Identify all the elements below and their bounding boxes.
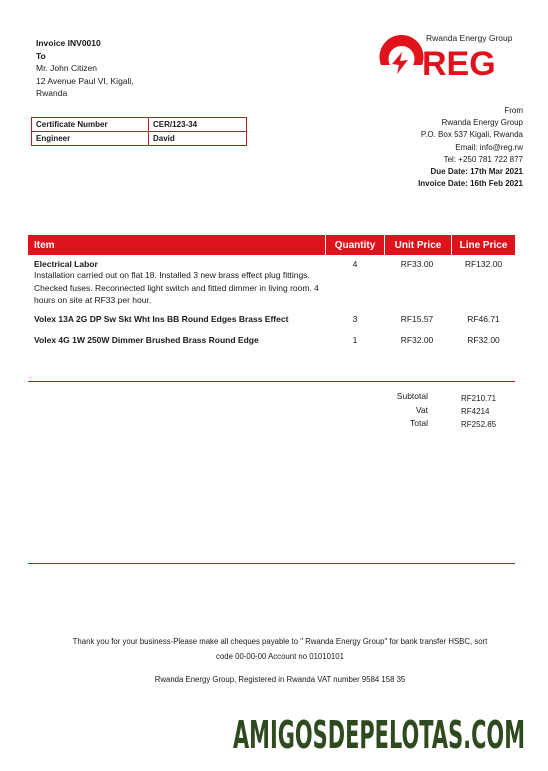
- watermark-text: AMIGOSDEPELOTAS.COM: [233, 713, 525, 754]
- subtotal-label: Subtotal: [396, 391, 428, 401]
- footer-registration: Rwanda Energy Group, Registered in Rwanda VAT number 9584 158 35: [154, 675, 406, 684]
- item-name: Volex 13A 2G DP Sw Skt Wht Ins BB Round Edges Brass Effect: [34, 314, 289, 324]
- invoice-date: Invoice Date: 16th Feb 2021: [418, 179, 523, 189]
- total-value: RF252.85: [461, 419, 497, 429]
- from-label: From: [504, 106, 523, 115]
- header-item: Item: [34, 239, 55, 251]
- divider-line: [28, 381, 515, 382]
- bill-to-block: [36, 37, 134, 100]
- header-line-price: Line Price: [451, 235, 515, 255]
- item-unit-price: RF33.00: [400, 259, 434, 269]
- logo-tagline: Rwanda Energy Group: [426, 33, 513, 43]
- item-line-price: RF32.00: [467, 335, 500, 345]
- footer-payment-note: Thank you for your business-Please make all cheques payable to " Rwanda Energy Group" for bank transfer HSBC, sort code 00-00-00 Account no 01010101: [72, 637, 488, 661]
- subtotal-value: RF210.71: [461, 394, 497, 403]
- vat-label: Vat: [415, 404, 428, 415]
- watermark: [232, 712, 526, 754]
- engineer-row: [32, 132, 247, 146]
- item-line-price: RF132.00: [464, 259, 503, 269]
- item-quantity: 3: [352, 314, 358, 324]
- from-company: Rwanda Energy Group: [441, 118, 523, 128]
- item-unit-price: RF15.57: [400, 314, 434, 324]
- engineer-label: Engineer: [32, 132, 149, 146]
- reg-logo: [378, 30, 513, 84]
- divider-line: [28, 563, 515, 564]
- from-email: Email: info@reg.rw: [455, 142, 523, 152]
- item-name: Volex 4G 1W 250W Dimmer Brushed Brass Round Edge: [34, 335, 259, 345]
- logo-wordmark: REG: [422, 45, 496, 83]
- item-quantity: 1: [352, 335, 358, 345]
- totals-values: [461, 393, 496, 431]
- to-address-line-1: 12 Avenue Paul VI, Kigali,: [36, 75, 134, 86]
- to-address-line-2: Rwanda: [36, 88, 68, 98]
- vat-value: RF4214: [461, 406, 490, 416]
- header-quantity: Quantity: [325, 235, 384, 255]
- header-unit-price: Unit Price: [384, 235, 451, 255]
- item-unit-price: RF32.00: [400, 335, 434, 345]
- certificate-number-value: CER/123-34: [149, 118, 247, 132]
- invoice-number: Invoice INV0010: [36, 38, 101, 48]
- item-quantity: 4: [352, 259, 358, 269]
- from-po-box: P.O. Box 537 Kigali, Rwanda: [420, 130, 523, 140]
- total-label: Total: [410, 418, 428, 428]
- table-row: [34, 335, 515, 345]
- to-label: To: [36, 50, 46, 61]
- certificate-number-label: Certificate Number: [32, 118, 149, 132]
- due-date: Due Date: 17th Mar 2021: [430, 167, 523, 177]
- engineer-value: David: [149, 132, 247, 146]
- item-line-price: RF46.71: [467, 314, 500, 324]
- items-table-header: [28, 235, 515, 255]
- lightning-bolt-icon: [392, 52, 408, 74]
- certificate-row: [32, 118, 247, 132]
- item-description: Installation carried out on flat 18. Installed 3 new brass effect plug fittings. Checked fuses. Reconnected light switch and fitted dimmer in living room. 4 hours on site at RF33 per hour.: [34, 270, 319, 306]
- certificate-table: [31, 117, 247, 146]
- table-row: [34, 314, 515, 324]
- item-name: Electrical Labor: [34, 259, 98, 269]
- from-block: [418, 105, 523, 190]
- to-name: Mr. John Citizen: [36, 63, 97, 73]
- table-row: [34, 259, 515, 307]
- totals-labels: [380, 390, 428, 431]
- from-tel: Tel: +250 781 722 877: [443, 154, 523, 164]
- logo-arc-icon: [380, 35, 424, 65]
